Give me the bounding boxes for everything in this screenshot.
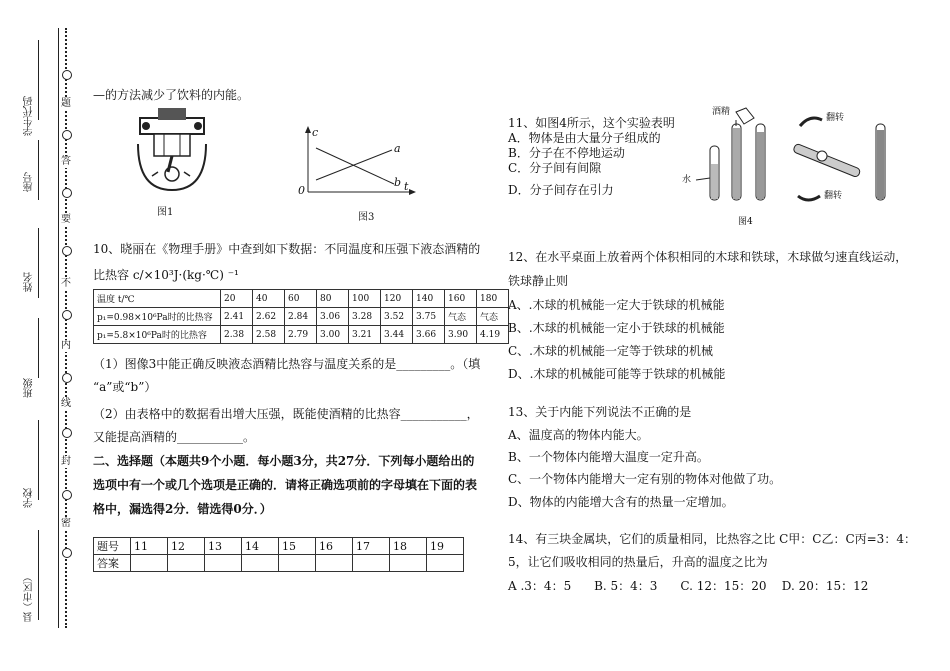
- figure-4-tubes: [680, 100, 900, 210]
- class-field[interactable]: [38, 318, 39, 378]
- q10-part2-line1: （2）由表格中的数据看出增大压强，既能使酒精的比热容___________，: [93, 407, 479, 421]
- q13-stem: 13、关于内能下列说法不正确的是: [508, 405, 692, 419]
- table-row: p₁=5.8×10⁶Pa时的比热容 2.38 2.58 2.79 3.00 3.21 3.44 3.66 3.90 4.19: [94, 326, 509, 344]
- q14-line1: 14、有三块金属块，它们的质量相同，比热容之比 C甲：C乙：C丙=3：4：: [508, 532, 916, 546]
- seal-circle: [62, 373, 72, 383]
- answer-cell[interactable]: [131, 555, 168, 572]
- q14-options: A .3：4：5 B. 5：4：3 C. 12：15：20 D. 20：15：12: [508, 579, 869, 593]
- q14-line2: 5，让它们吸收相同的热量后，升高的温度之比为: [508, 555, 768, 569]
- table-row: p₁=0.98×10⁶Pa时的比热容 2.41 2.62 2.84 3.06 3.28 3.52 3.75 气态 气态: [94, 308, 509, 326]
- school-field[interactable]: [38, 420, 39, 500]
- margin-solid-line: [58, 28, 59, 628]
- q12-option-b: B、.木球的机械能一定小于铁球的机械能: [508, 321, 725, 335]
- q12-line2: 铁球静止则: [508, 274, 569, 288]
- q11-option-b: B．分子在不停地运动: [508, 146, 625, 160]
- answer-cell[interactable]: [242, 555, 279, 572]
- seal-circle: [62, 490, 72, 500]
- answer-cell[interactable]: [316, 555, 353, 572]
- specific-heat-table: [93, 289, 509, 344]
- q12-option-c: C、.木球的机械能一定等于铁球的机械: [508, 344, 713, 358]
- seal-char: 内: [61, 340, 71, 351]
- seal-char: 要: [61, 214, 71, 225]
- name-label: 姓名: [24, 272, 35, 292]
- seal-circle: [62, 188, 72, 198]
- figure-3-caption: 图3: [358, 212, 375, 223]
- answer-cell[interactable]: [353, 555, 390, 572]
- seal-circle: [62, 246, 72, 256]
- flip-label-bottom: 翻转: [824, 191, 843, 201]
- name-field[interactable]: [38, 228, 39, 298]
- school-label: 学校: [24, 488, 35, 508]
- section2-instructions-line2: 选项中有一个或几个选项是正确的．请将正确选项前的字母填在下面的表: [93, 478, 478, 492]
- seal-circle: [62, 428, 72, 438]
- q10-part1-line2: “a”或“b”）: [93, 380, 157, 394]
- figure-3-graph: [296, 126, 416, 201]
- q10-part1-line1: （1）图像3中能正确反映液态酒精比热容与温度关系的是_________。（填: [93, 357, 481, 371]
- seal-char: 密: [61, 518, 71, 529]
- seal-char: 封: [61, 456, 71, 467]
- section2-instructions-line1: 二、选择题（本题共9个小题．每小题3分，共27分．下列每小题给出的: [93, 454, 475, 468]
- y-axis-label: c: [312, 126, 319, 139]
- figure-4-caption: 图4: [738, 217, 753, 227]
- q13-option-b: B、一个物体内能增大温度一定升高。: [508, 450, 709, 464]
- q12-option-a: A、.木球的机械能一定大于铁球的机械能: [508, 298, 725, 312]
- class-label: 班级: [24, 378, 35, 398]
- seal-char: 不: [61, 278, 71, 289]
- student-id-field[interactable]: [38, 40, 39, 120]
- answer-cell[interactable]: [205, 555, 242, 572]
- q9-tail-text: —的方法减少了饮料的内能。: [93, 88, 250, 102]
- q11-option-d: D．分子间存在引力: [508, 183, 614, 197]
- table-row: 题号 11 12 13 14 15 16 17 18 19: [94, 538, 464, 555]
- answer-cell[interactable]: [168, 555, 205, 572]
- q11-stem: 11、如图4所示，这个实验表明: [508, 116, 675, 130]
- seal-circle: [62, 310, 72, 320]
- seal-circle: [62, 130, 72, 140]
- seal-dotted-line: [61, 28, 71, 628]
- answer-cell[interactable]: [427, 555, 464, 572]
- table-row: 温度 t/℃ 20 40 60 80 100 120 140 160 180: [94, 290, 509, 308]
- seat-label: 座号: [24, 172, 35, 192]
- flip-label-top: 翻转: [826, 113, 845, 123]
- q12-option-d: D、.木球的机械能可能等于铁球的机械能: [508, 367, 726, 381]
- section2-instructions-line3: 格中，漏选得2分．错选得0分．）: [93, 502, 272, 516]
- answer-table: [93, 537, 464, 572]
- curve-b-label: b: [394, 176, 402, 189]
- q10-text-line1: 10、晓丽在《物理手册》中查到如下数据：不同温度和压强下液态酒精的: [93, 242, 481, 256]
- water-label: 水: [682, 175, 692, 185]
- seat-field[interactable]: [38, 140, 39, 200]
- q13-option-a: A、温度高的物体内能大。: [508, 428, 649, 442]
- answer-cell[interactable]: [390, 555, 427, 572]
- figure-1-caption: 图1: [157, 207, 174, 218]
- answer-cell[interactable]: [279, 555, 316, 572]
- curve-a-label: a: [394, 142, 401, 155]
- q11-option-a: A．物体是由大量分子组成的: [508, 131, 661, 145]
- seal-char: 答: [61, 156, 71, 167]
- seal-char: 线: [61, 398, 71, 409]
- seal-char: 题: [61, 98, 71, 109]
- engine-icon: [128, 106, 216, 196]
- q10-text-line2: 比热容 c/×10³J·(kg·℃) ⁻¹: [93, 268, 239, 282]
- seal-circle: [62, 70, 72, 80]
- q13-option-d: D、物体的内能增大含有的热量一定增加。: [508, 495, 734, 509]
- seal-circle: [62, 548, 72, 558]
- alcohol-label: 酒精: [712, 107, 731, 117]
- q10-part2-line2: 又能提高酒精的___________。: [93, 430, 256, 444]
- county-label: 县（市区）: [24, 572, 35, 622]
- q13-option-c: C、一个物体内能增大一定有别的物体对他做了功。: [508, 472, 782, 486]
- student-id-label: 学生代码: [24, 96, 35, 136]
- origin-label: 0: [298, 184, 305, 197]
- county-field[interactable]: [38, 530, 39, 620]
- table-row: 答案: [94, 555, 464, 572]
- q12-line1: 12、在水平桌面上放着两个体积相同的木球和铁球，木球做匀速直线运动，: [508, 250, 908, 264]
- x-axis-label: t: [404, 180, 409, 193]
- q11-option-c: C．分子间有间隙: [508, 161, 602, 175]
- figure-1-engine: [128, 106, 216, 199]
